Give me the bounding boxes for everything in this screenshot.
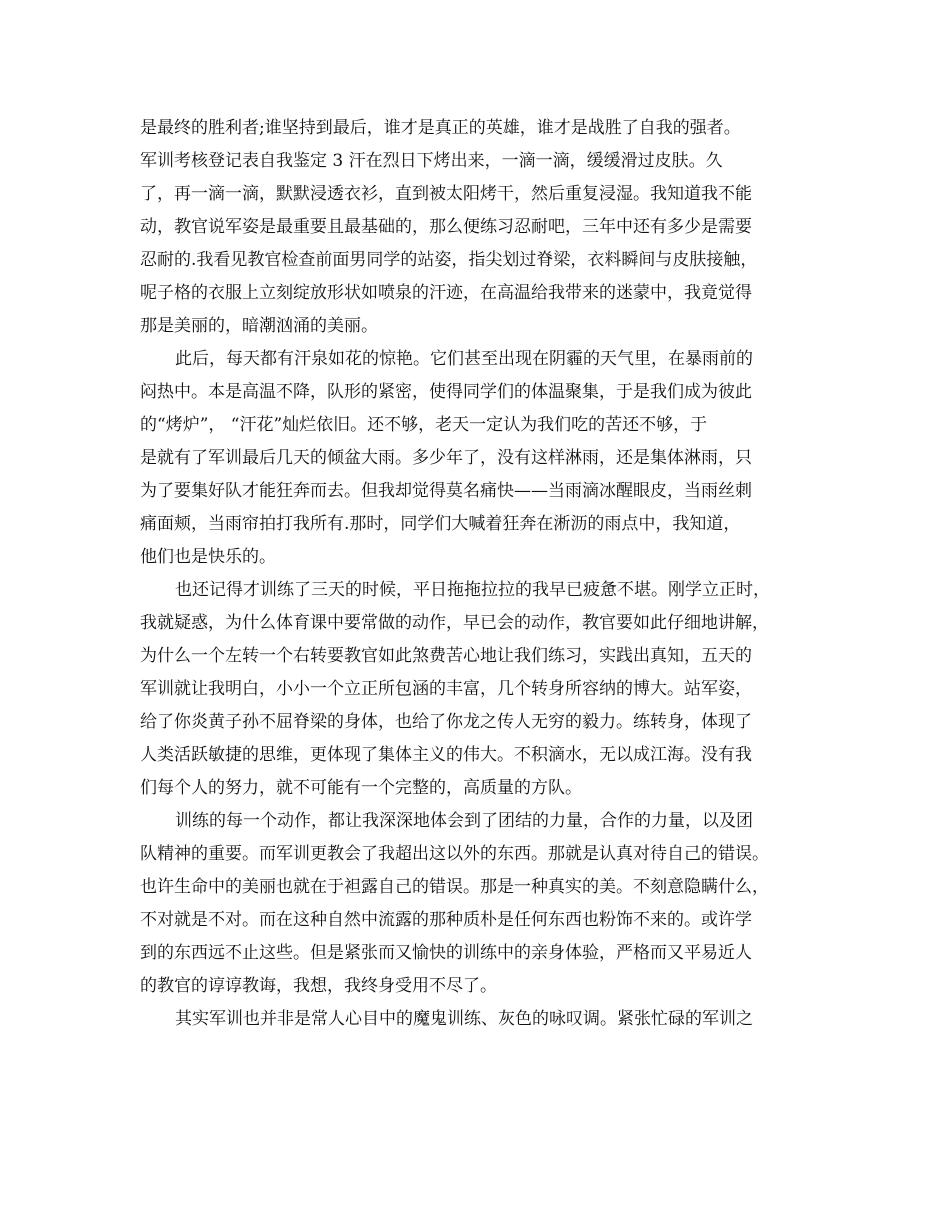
- text-line: 那是美丽的，暗潮汹涌的美丽。: [140, 316, 378, 336]
- text-line: 他们也是快乐的。: [140, 547, 276, 567]
- paragraph-first-line: 训练的每一个动作，都让我深深地体会到了团结的力量，合作的力量，以及团: [175, 811, 753, 831]
- text-line: 的教官的谆谆教诲，我想，我终身受用不尽了。: [140, 976, 497, 996]
- paragraph-first-line: 其实军训也并非是常人心目中的魔鬼训练、灰色的咏叹调。紧张忙碌的军训之: [175, 1009, 753, 1029]
- text-line: 的“烤炉”， “汗花”灿烂依旧。还不够，老天一定认为我们吃的苦还不够，于: [140, 415, 708, 435]
- text-line: 们每个人的努力，就不可能有一个完整的，高质量的方队。: [140, 778, 582, 798]
- paragraph-first-line: 此后，每天都有汗泉如花的惊艳。它们甚至出现在阴霾的天气里，在暴雨前的: [175, 349, 753, 369]
- text-line: 为什么一个左转一个右转要教官如此煞费苦心地让我们练习，实践出真知，五天的: [140, 646, 752, 666]
- text-line: 人类活跃敏捷的思维，更体现了集体主义的伟大。不积滴水，无以成江海。没有我: [140, 745, 752, 765]
- text-line: 我就疑惑，为什么体育课中要常做的动作，早已会的动作，教官要如此仔细地讲解，: [140, 613, 769, 633]
- text-line: 给了你炎黄子孙不屈脊梁的身体，也给了你龙之传人无穷的毅力。练转身，体现了: [140, 712, 752, 732]
- text-line: 了，再一滴一滴，默默浸透衣衫，直到被太阳烤干，然后重复浸湿。我知道我不能: [140, 184, 752, 204]
- text-line: 不对就是不对。而在这种自然中流露的那种质朴是任何东西也粉饰不来的。或许学: [140, 910, 752, 930]
- text-line: 动，教官说军姿是最重要且最基础的，那么便练习忍耐吧，三年中还有多少是需要: [140, 217, 752, 237]
- text-line: 呢子格的衣服上立刻绽放形状如喷泉的汗迹，在高温给我带来的迷蒙中，我竟觉得: [140, 283, 752, 303]
- text-line: 是就有了军训最后几天的倾盆大雨。多少年了，没有这样淋雨，还是集体淋雨，只: [140, 448, 752, 468]
- text-line: 闷热中。本是高温不降，队形的紧密，使得同学们的体温聚集，于是我们成为彼此: [140, 382, 752, 402]
- text-line: 为了要集好队才能狂奔而去。但我却觉得莫名痛快——当雨滴冰醒眼皮，当雨丝刺: [140, 481, 752, 501]
- text-line: 是最终的胜利者;谁坚持到最后，谁才是真正的英雄，谁才是战胜了自我的强者。: [140, 118, 741, 138]
- text-line: 忍耐的.我看见教官检查前面男同学的站姿，指尖划过脊梁，衣料瞬间与皮肤接触，: [140, 250, 758, 270]
- text-line: 队精神的重要。而军训更教会了我超出这以外的东西。那就是认真对待自己的错误。: [140, 844, 769, 864]
- text-line: 痛面颊，当雨帘拍打我所有.那时，同学们大喊着狂奔在淅沥的雨点中，我知道，: [140, 514, 741, 534]
- text-line: 到的东西远不止这些。但是紧张而又愉快的训练中的亲身体验，严格而又平易近人: [140, 943, 752, 963]
- text-line: 军训考核登记表自我鉴定 3 汗在烈日下烤出来，一滴一滴，缓缓滑过皮肤。久: [140, 151, 723, 171]
- document-body: [140, 112, 820, 1036]
- text-line: 军训就让我明白，小小一个立正所包涵的丰富，几个转身所容纳的博大。站军姿，: [140, 679, 752, 699]
- paragraph-first-line: 也还记得才训练了三天的时候，平日拖拖拉拉的我早已疲惫不堪。刚学立正时，: [175, 580, 770, 600]
- text-line: 也许生命中的美丽也就在于袒露自己的错误。那是一种真实的美。不刻意隐瞒什么，: [140, 877, 769, 897]
